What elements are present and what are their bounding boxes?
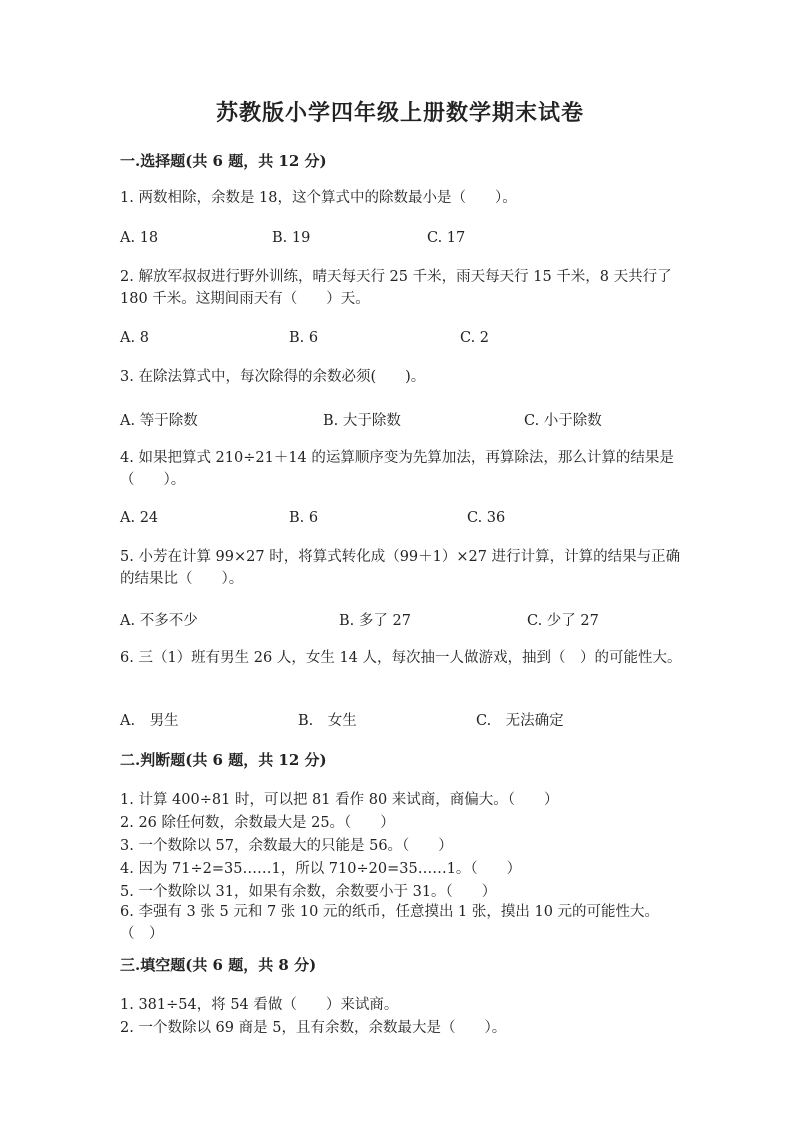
fill-item-2: 2. 一个数除以 69 商是 5，且有余数，余数最大是（ ）。 xyxy=(120,1020,507,1036)
fill-item-1: 1. 381÷54，将 54 看做（ ）来试商。 xyxy=(120,997,399,1013)
choice-q1-option-c: C. 17 xyxy=(427,230,466,246)
choice-question-5: 5. 小芳在计算 99×27 时，将算式转化成（99＋1）×27 进行计算，计算的结果与正确的结果比（ ）。 xyxy=(120,549,681,587)
page-title: 苏教版小学四年级上册数学期末试卷 xyxy=(215,100,584,126)
choice-q3-option-a: A. 等于除数 xyxy=(120,413,198,429)
choice-q5-option-a: A. 不多不少 xyxy=(120,613,198,629)
choice-q2-option-a: A. 8 xyxy=(120,330,149,346)
choice-q2-option-c: C. 2 xyxy=(460,330,490,346)
choice-q6-option-b: B. 女生 xyxy=(298,713,357,729)
choice-q5-option-b: B. 多了 27 xyxy=(339,613,411,629)
choice-question-6: 6. 三（1）班有男生 26 人，女生 14 人，每次抽一人做游戏，抽到（ ）的可能性大。 xyxy=(120,650,682,666)
choice-q6-option-a: A. 男生 xyxy=(120,713,179,729)
choice-q4-option-a: A. 24 xyxy=(120,510,159,526)
judgement-item-4: 4. 因为 71÷2=35……1，所以 710÷20=35……1。（ ） xyxy=(120,861,522,877)
choice-q3-option-c: C. 小于除数 xyxy=(524,413,602,429)
judgement-item-6: 6. 李强有 3 张 5 元和 7 张 10 元的纸币，任意摸出 1 张，摸出 10 元的可能性大。 （ ） xyxy=(120,904,681,942)
choice-q2-option-b: B. 6 xyxy=(289,330,319,346)
judgement-item-5: 5. 一个数除以 31，如果有余数，余数要小于 31。（ ） xyxy=(120,884,497,900)
judgement-item-2: 2. 26 除任何数，余数最大是 25。（ ） xyxy=(120,815,395,831)
choice-q4-option-c: C. 36 xyxy=(467,510,506,526)
choice-question-3: 3. 在除法算式中，每次除得的余数必须( )。 xyxy=(120,369,426,385)
judgement-item-1: 1. 计算 400÷81 时，可以把 81 看作 80 来试商，商偏大。（ ） xyxy=(120,792,559,808)
choice-question-2: 2. 解放军叔叔进行野外训练，晴天每天行 25 千米，雨天每天行 15 千米，8 天共行了 180 千米。这期间雨天有（ ）天。 xyxy=(120,269,672,307)
section-judgement-heading: 二.判断题(共 6 题，共 12 分) xyxy=(120,751,327,769)
choice-q5-option-c: C. 少了 27 xyxy=(527,613,599,629)
choice-q3-option-b: B. 大于除数 xyxy=(323,413,401,429)
choice-q1-option-b: B. 19 xyxy=(272,230,311,246)
choice-question-4: 4. 如果把算式 210÷21＋14 的运算顺序变为先算加法，再算除法，那么计算的结果是（ ）。 xyxy=(120,450,674,488)
choice-q6-option-c: C. 无法确定 xyxy=(476,713,564,729)
choice-question-1: 1. 两数相除，余数是 18，这个算式中的除数最小是（ ）。 xyxy=(120,190,517,206)
section-choice-heading: 一.选择题(共 6 题，共 12 分) xyxy=(120,152,327,170)
judgement-item-3: 3. 一个数除以 57，余数最大的只能是 56。（ ） xyxy=(120,838,453,854)
section-fill-heading: 三.填空题(共 6 题，共 8 分) xyxy=(120,956,317,974)
choice-q4-option-b: B. 6 xyxy=(289,510,319,526)
choice-q1-option-a: A. 18 xyxy=(120,230,159,246)
